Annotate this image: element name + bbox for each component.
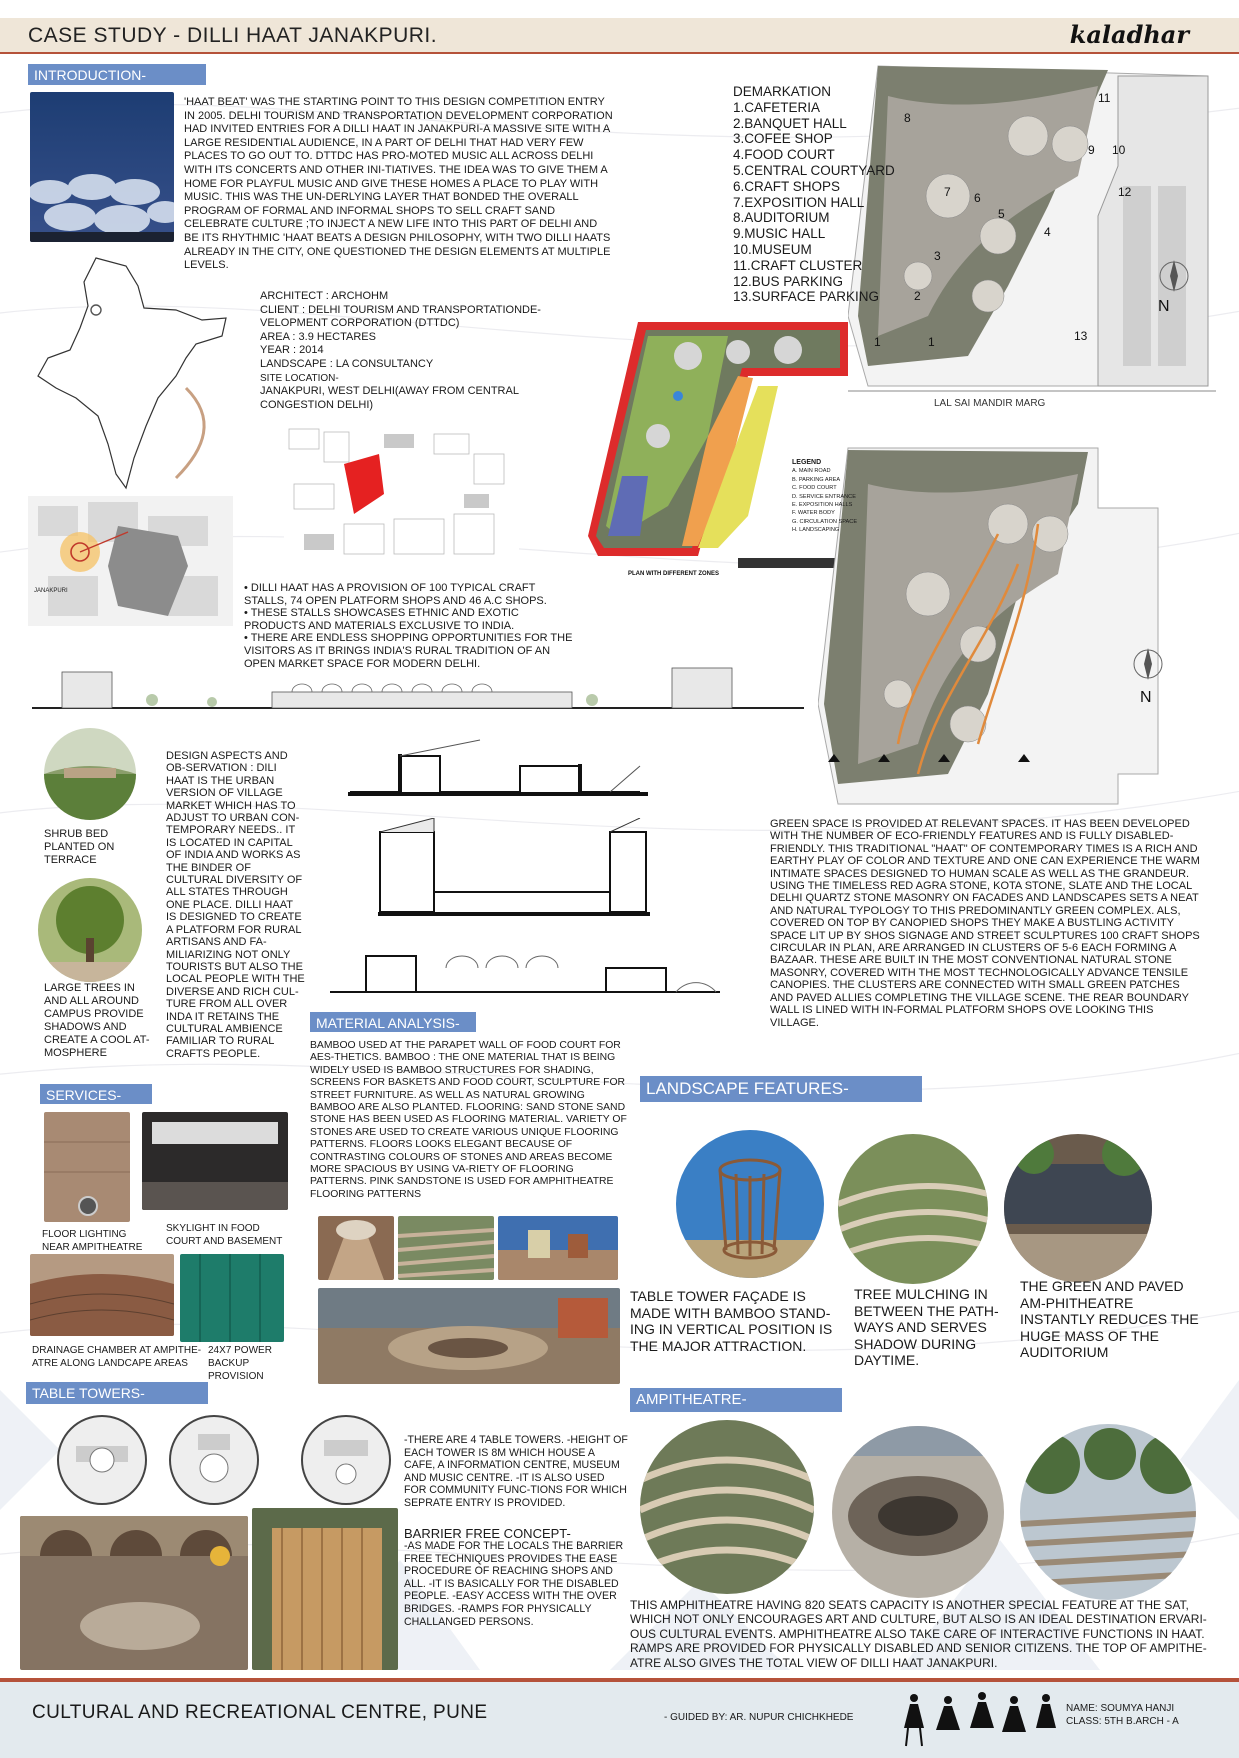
section-a [340, 736, 660, 812]
shrub-caption: SHRUB BED PLANTED ON TERRACE [44, 828, 115, 866]
table-towers-heading: TABLE TOWERS- [26, 1382, 208, 1404]
zone-number: 5 [998, 207, 1005, 221]
legend-item: D. SERVICE ENTRANCE [792, 493, 856, 500]
zone-number: 9 [1088, 143, 1095, 157]
site-location-label: SITE LOCATION- [260, 372, 339, 384]
demarkation-item: 6.CRAFT SHOPS [733, 178, 841, 194]
skylight-photo [142, 1112, 288, 1210]
landscape-heading: LANDSCAPE FEATURES- [640, 1076, 922, 1102]
zone-number: 4 [1044, 225, 1051, 239]
brand-logo: kaladhar [1069, 20, 1189, 49]
demarkation-item: 7.EXPOSITION HALL [733, 194, 865, 210]
footer-bar [0, 1678, 1239, 1758]
amphitheatre-photo-1 [640, 1420, 814, 1594]
legend-item: E. EXPOSITION HALLS [792, 502, 853, 509]
site-location-map [284, 424, 519, 564]
zone-number: 6 [974, 191, 981, 205]
footer-student [1066, 1702, 1179, 1728]
zone-number: 8 [904, 111, 911, 125]
demarkation-item: 13.SURFACE PARKING [733, 289, 880, 305]
floor-lighting-photo [44, 1112, 130, 1222]
landscape-line: LANDSCAPE : LA CONSULTANCY [260, 357, 434, 370]
footer-title: CULTURAL AND RECREATIONAL CENTRE, PUNE [32, 1702, 488, 1723]
table-towers-text: -THERE ARE 4 TABLE TOWERS. -HEIGHT OF EACH TOWER IS 8M WHICH HOUSE A CAFE, A INFORMATION CENTRE, MUSEUM AND MUSIC CENTRE. -IT IS ALSO USED FOR COMMUNITY FUNC-TIONS FOR WHICH SEPRATE ENTRY IS PROVIDED. [404, 1434, 628, 1509]
site-vicinity-map [28, 496, 233, 626]
material-heading: MATERIAL ANALYSIS- [310, 1012, 476, 1032]
zone-number: 3 [934, 249, 941, 263]
zone-number: 1 [874, 335, 881, 349]
demarkation-item: 9.MUSIC HALL [733, 226, 826, 242]
legend-item: H. LANDSCAPING [792, 527, 840, 534]
site-location-text: JANAKPURI, WEST DELHI(AWAY FROM CENTRAL CONGESTION DELHI) [260, 385, 519, 411]
demarkation-item: 11.CRAFT CLUSTER [733, 257, 863, 273]
demarkation-item: 3.COFEE SHOP [733, 131, 833, 147]
zone-number: 2 [914, 289, 921, 303]
service-caption-floor-lighting: FLOOR LIGHTING NEAR AMPITHEATRE [42, 1229, 143, 1253]
section-c [326, 938, 722, 998]
north-label: N [1140, 689, 1152, 706]
year-line: YEAR : 2014 [260, 344, 324, 357]
amphitheatre-text: THIS AMPHITHEATRE HAVING 820 SEATS CAPACITY IS ANOTHER SPECIAL FEATURE AT THE SAT, WHICH NOT ONLY ENCOURAGES ART AND CULTURE, BUT ALSO IS AN IDEAL DESTINATION ERVARI-OUS CULTURAL EVENTS. AMPHITHEATRE ALSO TAKE CARE OF INTERACTIVE FUNCTIONS IN HAAT. RAMPS ARE PROVIDED FOR PHYSICALLY DISABLED AND SENIOR CITIZENS. THE TOP OF AMPITHE-ATRE ALSO GIVES THE TOTAL VIEW OF DILLI HAAT JANAKPURI. [630, 1598, 1207, 1670]
paved-amphitheatre-photo [1004, 1134, 1152, 1282]
design-aspects-text: DESIGN ASPECTS AND OB-SERVATION : DILI HAAT IS THE URBAN VERSION OF VILLAGE MARKET WHICH HAS TO ADJUST TO URBAN CON-TEMPORARY NEEDS.. IT IS LOCATED IN CAPITAL OF INDIA AND WORKS AS THE BINDER OF CULTURAL DIVERSITY OF ALL STATES THROUGH ONE PLACE. DILLI HAAT IS DESIGNED TO CREATE A PLATFORM FOR RURAL ARTISANS AND FA-MILIARIZING NOT ONLY TOURISTS BUT ALSO THE LOCAL PEOPLE WITH THE DIVERSE AND RICH CUL-TURE FROM ALL OVER INDA IT RETAINS THE CULTURAL AMBIENCE FAMILIAR TO RURAL CRAFTS PEOPLE. [166, 750, 305, 1060]
student-name: NAME: SOUMYA HANJI [1066, 1703, 1175, 1714]
tree-mulching-photo [838, 1134, 988, 1284]
demarkation-item: 2.BANQUET HALL [733, 115, 847, 131]
material-photo-corridor [318, 1216, 394, 1280]
tower-plan-2 [168, 1414, 260, 1506]
demarkation-heading: DEMARKATION [733, 84, 832, 99]
plan-legend [792, 459, 882, 535]
power-backup-photo [180, 1254, 284, 1342]
student-class: CLASS: 5TH B.ARCH - A [1066, 1716, 1179, 1727]
architect-line: ARCHITECT : ARCHOHM [260, 290, 389, 302]
page-title: CASE STUDY - DILLI HAAT JANAKPURI. [28, 24, 438, 47]
material-photo-plaza [498, 1216, 618, 1280]
trees-caption: LARGE TREES IN AND ALL AROUND CAMPUS PROVIDE SHADOWS AND CREATE A COOL AT-MOSPHERE [44, 982, 150, 1059]
area-line: AREA : 3.9 HECTARES [260, 330, 376, 343]
fact-stalls: • DILLI HAAT HAS A PROVISION OF 100 TYPICAL CRAFT STALLS, 74 OPEN PLATFORM SHOPS AND 46 A.C SHOPS. [244, 582, 547, 607]
legend-title: LEGEND [792, 459, 822, 466]
legend-item: C. FOOD COURT [792, 485, 837, 492]
header-bar [0, 18, 1239, 54]
section-b [370, 818, 654, 920]
material-photo-aerial [318, 1288, 620, 1384]
landscape-caption-tower: TABLE TOWER FAÇADE IS MADE WITH BAMBOO STAND-ING IN VERTICAL POSITION IS THE MAJOR ATTRACTION. [630, 1288, 833, 1354]
fact-products: • THESE STALLS SHOWCASES ETHNIC AND EXOTIC PRODUCTS AND MATERIALS EXCLUSIVE TO INDIA. [244, 607, 519, 632]
zone-number: 13 [1074, 329, 1088, 343]
tower-plan-1 [56, 1414, 148, 1506]
north-label: N [1158, 298, 1170, 315]
service-caption-skylight: SKYLIGHT IN FOOD COURT AND BASEMENT [166, 1223, 283, 1247]
intro-night-photo [30, 92, 174, 242]
legend-item: G. CIRCULATION SPACE [792, 518, 858, 525]
zone-number: 7 [944, 185, 951, 199]
demarkation-item: 1.CAFETERIA [733, 99, 821, 115]
drainage-chamber-photo [30, 1254, 174, 1336]
services-heading: SERVICES- [40, 1084, 152, 1104]
introduction-heading: INTRODUCTION- [28, 64, 206, 85]
legend-item: F. WATER BODY [792, 510, 835, 517]
demarkation-item: 12.BUS PARKING [733, 273, 844, 289]
barrier-free-text: -AS MADE FOR THE LOCALS THE BARRIER FREE TECHNIQUES PROVIDES THE EASE PROCEDURE OF REACHING SHOPS AND ALL. -IT IS BASICALLY FOR THE DISABLED PEOPLE. -EASY ACCESS WITH THE OVER BRIDGES. -RAMPS FOR PHYSICALLY CHALLANGED PERSONS. [404, 1540, 624, 1628]
barrier-free-heading: BARRIER FREE CONCEPT- [404, 1526, 571, 1541]
tower-plan-3 [300, 1414, 392, 1506]
footer-guide: - GUIDED BY: AR. NUPUR CHICHKHEDE [664, 1712, 854, 1723]
introduction-text: 'HAAT BEAT' WAS THE STARTING POINT TO THIS DESIGN COMPETITION ENTRY IN 2005. DELHI TOURISM AND TRANSPORTATION DEVELOPMENT CORPORATION HAD INVITED ENTRIES FOR A DILLI HAAT IN JANAKPURI-A MASSIVE SITE WITH A LARGE RESIDENTIAL AUDIENCE, IN A PART OF DELHI THAT HAD VERY FEW PLACES TO GO OUT TO. DTTDC HAS PRO-MOTED MUSIC ALL ACROSS DELHI WITH ITS CONCERTS AND OTHER INI-TIATIVES. THE IDEA WAS TO GIVE THEM A HOME FOR PLAYFUL MUSIC AND GIVE THESE HOMES A PLACE TO PLAY WITH MUSIC. THIS WAS THE UN-DERLYING LAYER THAT BONDED THE OVERALL PROGRAM OF FORMAL AND INFORMAL SHOPS TO SELL CRAFT SAND CELEBRATE CULTURE ;TO INJECT A NEW LIFE INTO THIS PART OF DELHI AND BE ITS RHYTHMIC 'HAAT BEATS A DESIGN PHILOSOPHY, WITH TWO DILLI HAATS ALREADY IN THE CITY, ONE QUESTIONED THE DESIGN ELEMENTS AT MULTIPLE LEVELS. [184, 96, 613, 272]
project-info [260, 290, 590, 412]
large-trees-photo [38, 878, 142, 982]
green-space-text: GREEN SPACE IS PROVIDED AT RELEVANT SPACES. IT HAS BEEN DEVELOPED WITH THE NUMBER OF ECO-FRIENDLY FEATURES AND IS FULLY DISABLED- FRIENDLY. THIS TRADITIONAL "HAAT" OF CONTEMPORARY TIMES IS A RICH AND EARTHY PLAY OF COLOR AND TEXTURE AND ONE CAN EXPERIENCE THE WARM INTIMATE SPACES DESIGNED TO HUMAN SCALE AS WELL AS THE GRANDEUR. USING THE TIMELESS RED AGRA STONE, KOTA STONE, SLATE AND THE LOCAL DELHI QUARTZ STONE MASONRY ON FACADES AND LANDSCAPES SETS A NEAT AND NATURAL TYPOLOGY TO THIS PREDOMINANTLY GREEN COMPLEX. ALS, COVERED ON TOP BY CANOPIED SHOPS THEY MAKE A BUSTLING ACTIVITY SPACE LIT UP BY SHOS SIGNAGE AND STREET SCULPTURES 100 CRAFT SHOPS CIRCULAR IN PLAN, ARE ARRANGED IN CLUSTERS OF 5-6 EACH FORMING A BAZAAR. THESE ARE BUILT IN THE MOST CONVENTIONAL NATURAL STONE MASONRY, COVERED WITH THE MOST TECHNOLOGICALLY ADVANCE TENSILE CANOPIES. THE CLUSTERS ARE CONNECTED WITH SMALL GREEN PATCHES AND PAVED ALLIES COMPLETING THE VILLAGE SCENE. THE REAR BOUNDARY WALL IS LINED WITH IN-FORMAL PLATFORM SHOPS OVE LOOKING THIS VILLAGE. [770, 818, 1200, 1029]
demarkation-item: 5.CENTRAL COURTYARD [733, 162, 895, 178]
zone-number: 12 [1118, 185, 1132, 199]
material-photo-steps [398, 1216, 494, 1280]
material-text: BAMBOO USED AT THE PARAPET WALL OF FOOD COURT FOR AES-THETICS. BAMBOO : THE ONE MATERIAL THAT IS BEING WIDELY USED IS BAMBOO STRUCTURES FOR SHADING, SCREENS FOR BASKETS AND FOOD COURT, SCULPTURE FOR STREET FURNITURE. AS WELL AS NATURAL GROWING BAMBOO ARE ALSO PLANTED. FLOORING: SAND STONE SAND STONE HAS BEEN USED AS FLOORING MATERIAL. VARIETY OF STONES ARE USED TO CREATE VARIOUS UNIQUE FLOORING PATTERNS. FLOORS LOOKS ELEGANT BECAUSE OF CONTRASTING COLOURS OF STONES AND AREAS BECOME MORE SPACIOUS BY USING VA-RIETY OF FLOORING PATTERNS. PINK SANDSTONE IS USED FOR AMPHITHEATRE FLOORING PATTERNS [310, 1040, 627, 1200]
zones-plan [578, 316, 852, 576]
janakpuri-map-label: JANAKPURI [34, 588, 68, 594]
client-line: CLIENT : DELHI TOURISM AND TRANSPORTATIONDE-VELOPMENT CORPORATION (DTTDC) [260, 303, 541, 330]
bamboo-tower-photo [252, 1508, 398, 1670]
india-map [26, 248, 236, 498]
zone-number: 10 [1112, 143, 1126, 157]
zone-number: 1 [928, 335, 935, 349]
haat-facts [244, 582, 574, 670]
landscape-caption-amphitheatre: THE GREEN AND PAVED AM-PHITHEATRE INSTANTLY REDUCES THE HUGE MASS OF THE AUDITORIUM [1020, 1278, 1199, 1360]
demarkation-item: 8.AUDITORIUM [733, 210, 830, 226]
table-tower-facade-photo [676, 1130, 824, 1278]
zones-caption: PLAN WITH DIFFERENT ZONES [628, 571, 719, 576]
demarkation-item: 10.MUSEUM [733, 241, 812, 257]
amphitheatre-heading: AMPITHEATRE- [630, 1388, 842, 1412]
legend-item: B. PARKING AREA [792, 476, 841, 483]
fact-shopping: • THERE ARE ENDLESS SHOPPING OPPORTUNITIES FOR THE VISITORS AS IT BRINGS INDIA'S RURAL TRADITION OF AN OPEN MARKET SPACE FOR MODERN DELHI. [244, 632, 573, 670]
service-caption-power: 24X7 POWER BACKUP PROVISION [208, 1345, 272, 1382]
zone-number: 11 [1098, 91, 1111, 105]
legend-item: A. MAIN ROAD [792, 468, 831, 475]
demarkation-list [733, 84, 913, 305]
landscape-caption-mulching: TREE MULCHING IN BETWEEN THE PATH-WAYS AND SERVES SHADOW DURING DAYTIME. [854, 1286, 999, 1368]
amphitheatre-photo-3 [1020, 1424, 1196, 1600]
dancers-illustration [900, 1688, 1060, 1752]
demarkation-item: 4.FOOD COURT [733, 147, 835, 163]
road-label: LAL SAI MANDIR MARG [934, 398, 1046, 409]
service-caption-drainage: DRAINAGE CHAMBER AT AMPITHE-ATRE ALONG LANDCAPE AREAS [32, 1345, 202, 1369]
amphitheatre-photo-2 [832, 1426, 1004, 1598]
table-tower-plaza-photo [20, 1516, 248, 1670]
shrub-bed-photo [44, 728, 136, 820]
